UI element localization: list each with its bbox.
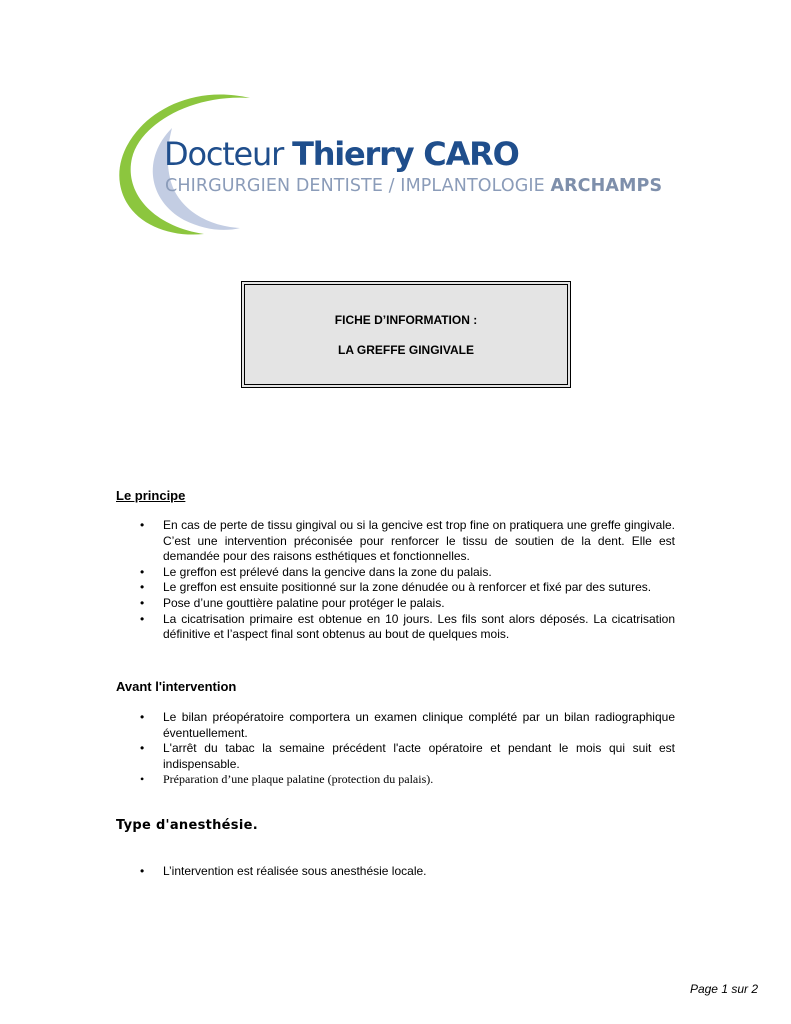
avant-list — [140, 710, 675, 788]
section-title-anesthesie: Type d'anesthésie. — [116, 818, 258, 833]
list-item: • Le greffon est ensuite positionné sur la zone dénudée ou à renforcer et fixé par des sutures. — [140, 580, 675, 596]
principe-list — [140, 518, 675, 643]
list-item: • Le greffon est prélevé dans la gencive dans la zone du palais. — [140, 565, 675, 581]
section-title-principe: Le principe — [116, 488, 186, 503]
document-title: LA GREFFE GINGIVALE — [337, 342, 474, 357]
list-item: • Préparation d’une plaque palatine (protection du palais). — [140, 772, 675, 788]
list-item: • En cas de perte de tissu gingival ou si la gencive est trop fine on pratiquera une greffe gingivale. C’est une intervention préconisée pour renforcer le tissu de soutien de la dent. Elle est demandée pour des raisons esthétiques et fonctionnelles. — [140, 518, 675, 565]
anesthesie-list — [140, 864, 675, 880]
list-item: • L’intervention est réalisée sous anesthésie locale. — [140, 864, 675, 880]
logo-title — [164, 134, 519, 174]
logo-title-regular: Docteur — [164, 135, 293, 173]
section-title-avant: Avant l'intervention — [116, 679, 237, 694]
list-item: • Pose d’une gouttière palatine pour protéger le palais. — [140, 596, 675, 612]
page-number: Page 1 sur 2 — [689, 982, 758, 996]
list-item: • La cicatrisation primaire est obtenue en 10 jours. Les fils sont alors déposés. La cicatrisation définitive et l’aspect final sont obtenus au bout de quelques mois. — [140, 612, 675, 643]
list-item: • Le bilan préopératoire comportera un examen clinique complété par un bilan radiographique éventuellement. — [140, 710, 675, 741]
document-title-box — [241, 281, 571, 388]
logo-subtitle-bold: ARCHAMPS — [550, 176, 663, 196]
logo-subtitle — [165, 174, 662, 198]
document-type-label: FICHE D’INFORMATION : — [334, 312, 478, 327]
logo-title-bold: Thierry CARO — [292, 135, 519, 173]
logo-subtitle-regular: CHIRGURGIEN DENTISTE / IMPLANTOLOGIE — [165, 176, 551, 196]
clinic-logo — [112, 88, 692, 238]
list-item: • L'arrêt du tabac la semaine précédent l'acte opératoire et pendant le mois qui suit est indispensable. — [140, 741, 675, 772]
